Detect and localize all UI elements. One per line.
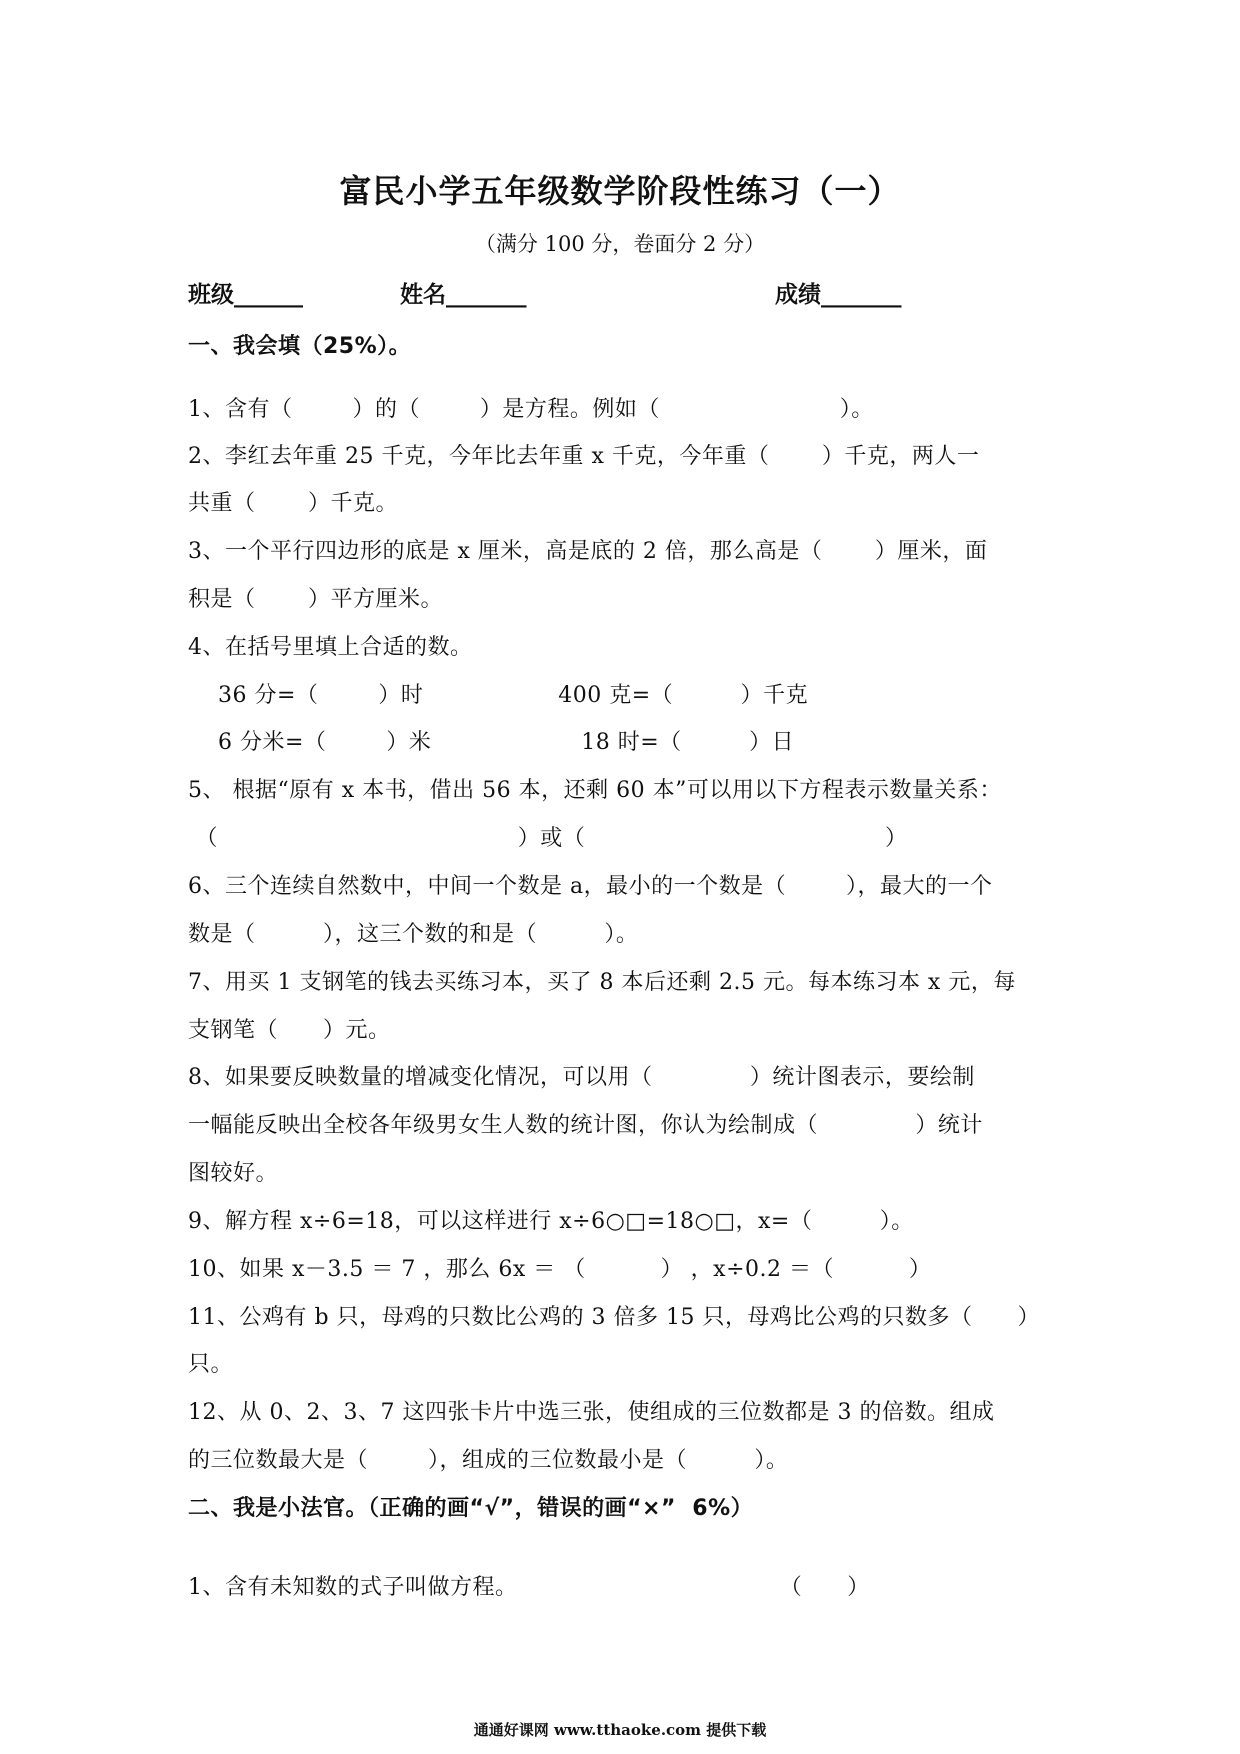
- question-line: 4、在括号里填上合适的数。: [188, 635, 473, 660]
- name-field: 姓名_______: [400, 282, 527, 308]
- section2-heading: 二、我是小法官。（正确的画“√”，错误的画“×” 6%）: [188, 1496, 754, 1521]
- question-line: 1、含有（ ）的（ ）是方程。例如（ ）。: [188, 397, 874, 422]
- page-footer: 通通好课网 www.tthaoke.com 提供下载: [473, 1721, 767, 1739]
- question-line: 12、从 0、2、3、7 这四张卡片中选三张，使组成的三位数都是 3 的倍数。组成: [188, 1400, 995, 1425]
- question-line: 36 分=（ ）时 400 克=（ ）千克: [188, 683, 809, 708]
- question-line: 6、三个连续自然数中，中间一个数是 a，最小的一个数是（ ），最大的一个: [188, 874, 993, 899]
- question-line: 8、如果要反映数量的增减变化情况，可以用（ ）统计图表示，要绘制: [188, 1065, 975, 1090]
- question-line: 数是（ ），这三个数的和是（ ）。: [188, 922, 639, 947]
- question-line: 一幅能反映出全校各年级男女生人数的统计图，你认为绘制成（ ）统计: [188, 1113, 983, 1138]
- page-subtitle: （满分 100 分，卷面分 2 分）: [474, 232, 766, 256]
- question-line: 2、李红去年重 25 千克，今年比去年重 x 千克，今年重（ ）千克，两人一: [188, 444, 980, 469]
- question-line: 5、 根据“原有 x 本书，借出 56 本，还剩 60 本”可以用以下方程表示数量关系：: [188, 778, 1002, 803]
- score-field: 成绩_______: [775, 282, 902, 308]
- section1-heading: 一、我会填（25%）。: [188, 334, 412, 359]
- question-line: 只。: [188, 1352, 234, 1377]
- question-line: 9、解方程 x÷6=18，可以这样进行 x÷6○□=18○□，x=（ ）。: [188, 1209, 914, 1234]
- question-line: 11、公鸡有 b 只，母鸡的只数比公鸡的 3 倍多 15 只，母鸡比公鸡的只数多（ ）: [188, 1305, 1040, 1330]
- question-line: 6 分米=（ ）米 18 时=（ ）日: [188, 730, 795, 755]
- question-line: 积是（ ）平方厘米。: [188, 587, 443, 612]
- question-line: 支钢笔（ ）元。: [188, 1018, 391, 1043]
- question-line: 图较好。: [188, 1161, 279, 1186]
- question-line: 10、如果 x－3.5 ＝ 7 ，那么 6x ＝ （ ） ，x÷0.2 ＝（ ）: [188, 1257, 932, 1282]
- question-line: 3、一个平行四边形的底是 x 厘米，高是底的 2 倍，那么高是（ ）厘米，面: [188, 539, 988, 564]
- question-line: （ ）或（ ）: [188, 826, 908, 851]
- question-line: 的三位数最大是（ ），组成的三位数最小是（ ）。: [188, 1448, 789, 1473]
- question-line: 1、含有未知数的式子叫做方程。 （ ）: [188, 1575, 870, 1600]
- class-field: 班级______: [188, 282, 303, 308]
- question-line: 7、用买 1 支钢笔的钱去买练习本，买了 8 本后还剩 2.5 元。每本练习本 x 元，每: [188, 970, 1016, 995]
- question-line: 共重（ ）千克。: [188, 491, 398, 516]
- page-title: 富民小学五年级数学阶段性练习（一）: [339, 172, 901, 210]
